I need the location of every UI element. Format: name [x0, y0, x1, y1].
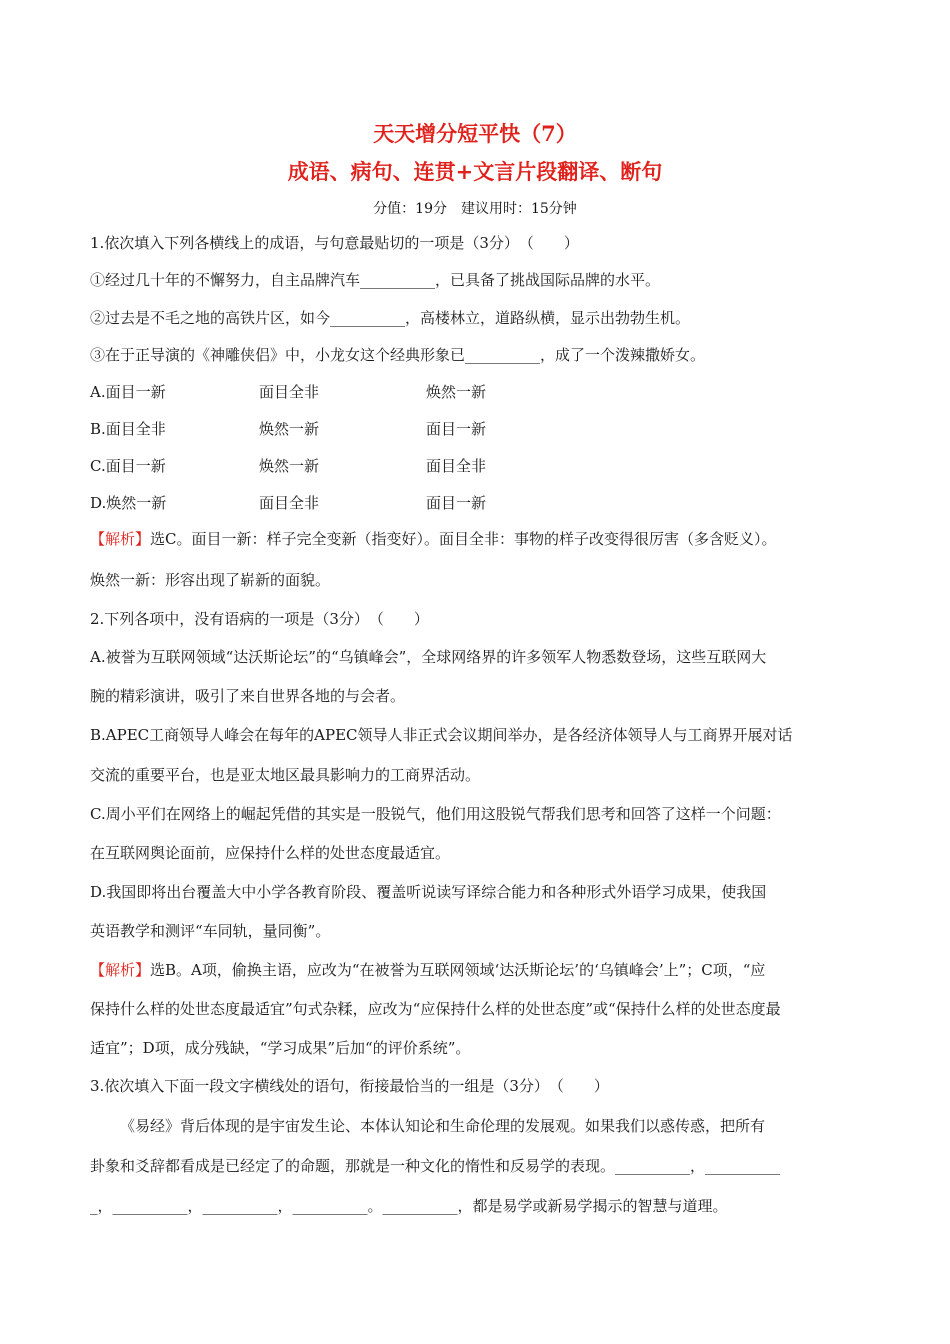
- q1-sentence-2: ②过去是不毛之地的高铁片区，如今__________，高楼林立，道路纵横，显示出勃勃生机。: [90, 309, 691, 327]
- analysis-text: 选B。A项，偷换主语，应改为“在被誉为互联网领域‘达沃斯论坛’的‘乌镇峰会’上”；C项，“应: [150, 961, 766, 979]
- option-word: A.面目一新: [90, 383, 166, 401]
- q2-option-d-line-1: D.我国即将出台覆盖大中小学各教育阶段、覆盖听说读写译综合能力和各种形式外语学习成果，使我国: [90, 883, 767, 901]
- q2-analysis-line-1: [90, 958, 870, 982]
- q2-option-c-line-2: 在互联网舆论面前，应保持什么样的处世态度最适宜。: [90, 844, 451, 862]
- page-subtitle: 成语、病句、连贯+文言片段翻译、断句: [287, 159, 663, 184]
- q2-option-a-line-1: A.被誉为互联网领域“达沃斯论坛”的“乌镇峰会”，全球网络界的许多领军人物悉数登场，这些互联网大: [90, 648, 767, 666]
- option-word: 面目全非: [259, 383, 320, 401]
- q2-stem: 2.下列各项中，没有语病的一项是（3分） （ ）: [90, 610, 429, 628]
- option-word: 焕然一新: [259, 420, 320, 438]
- option-word: C.面目一新: [90, 457, 166, 475]
- option-word: 焕然一新: [426, 383, 487, 401]
- q1-option-b: [90, 417, 870, 441]
- option-word: B.面目全非: [90, 420, 166, 438]
- option-word: 焕然一新: [259, 457, 320, 475]
- q2-option-c-line-1: C.周小平们在网络上的崛起凭借的其实是一股锐气，他们用这股锐气帮我们思考和回答了这样一个问题：: [90, 805, 781, 823]
- q2-option-b-line-2: 交流的重要平台，也是亚太地区最具影响力的工商界活动。: [90, 766, 481, 784]
- analysis-tag: 【解析】: [90, 530, 151, 548]
- q1-analysis-line-1: [90, 527, 870, 551]
- q3-stem: 3.依次填入下面一段文字横线处的语句，衔接最恰当的一组是（3分） （ ）: [90, 1077, 609, 1095]
- q1-option-c: [90, 454, 870, 478]
- q2-analysis-line-3: 适宜”；D项，成分残缺，“学习成果”后加“的评价系统”。: [90, 1039, 471, 1057]
- q1-sentence-1: ①经过几十年的不懈努力，自主品牌汽车__________，已具备了挑战国际品牌的水平。: [90, 271, 661, 289]
- analysis-text: 选C。面目一新：样子完全变新（指变好）。面目全非：事物的样子改变得很厉害（多含贬义）。: [150, 530, 777, 548]
- analysis-tag: 【解析】: [90, 961, 151, 979]
- option-word: 面目全非: [259, 494, 320, 512]
- q1-option-d: [90, 491, 870, 515]
- q3-passage-line-1: 《易经》背后体现的是宇宙发生论、本体认知论和生命伦理的发展观。如果我们以惑传惑，把所有: [120, 1117, 766, 1135]
- q2-option-a-line-2: 腕的精彩演讲，吸引了来自世界各地的与会者。: [90, 687, 406, 705]
- page-title: 天天增分短平快（7）: [373, 121, 577, 146]
- q2-option-d-line-2: 英语教学和测评“车同轨，量同衡”。: [90, 922, 331, 940]
- option-word: 面目一新: [426, 494, 487, 512]
- score-time-info: 分值：19分 建议用时：15分钟: [373, 201, 577, 217]
- q2-option-b-line-1: B.APEC工商领导人峰会在每年的APEC领导人非正式会议期间举办，是各经济体领导人与工商界开展对话: [90, 726, 793, 744]
- q1-sentence-3: ③在于正导演的《神雕侠侣》中，小龙女这个经典形象已__________，成了一个泼辣撒娇女。: [90, 346, 706, 364]
- q3-passage-line-3: _，__________，__________，__________。__________，都是易学或新易学揭示的智慧与道理。: [90, 1197, 728, 1215]
- option-word: D.焕然一新: [90, 494, 167, 512]
- option-word: 面目一新: [426, 420, 487, 438]
- option-word: 面目全非: [426, 457, 487, 475]
- q2-analysis-line-2: 保持什么样的处世态度最适宜”句式杂糅，应改为“应保持什么样的处世态度”或“保持什么样的处世态度最: [90, 1000, 781, 1018]
- q1-option-a: [90, 380, 870, 404]
- q1-stem: 1.依次填入下列各横线上的成语，与句意最贴切的一项是（3分） （ ）: [90, 234, 579, 252]
- q3-passage-line-2: 卦象和爻辞都看成是已经定了的命题，那就是一种文化的惰性和反易学的表现。__________，__________: [90, 1157, 781, 1175]
- q1-analysis-line-2: 焕然一新：形容出现了崭新的面貌。: [90, 571, 331, 589]
